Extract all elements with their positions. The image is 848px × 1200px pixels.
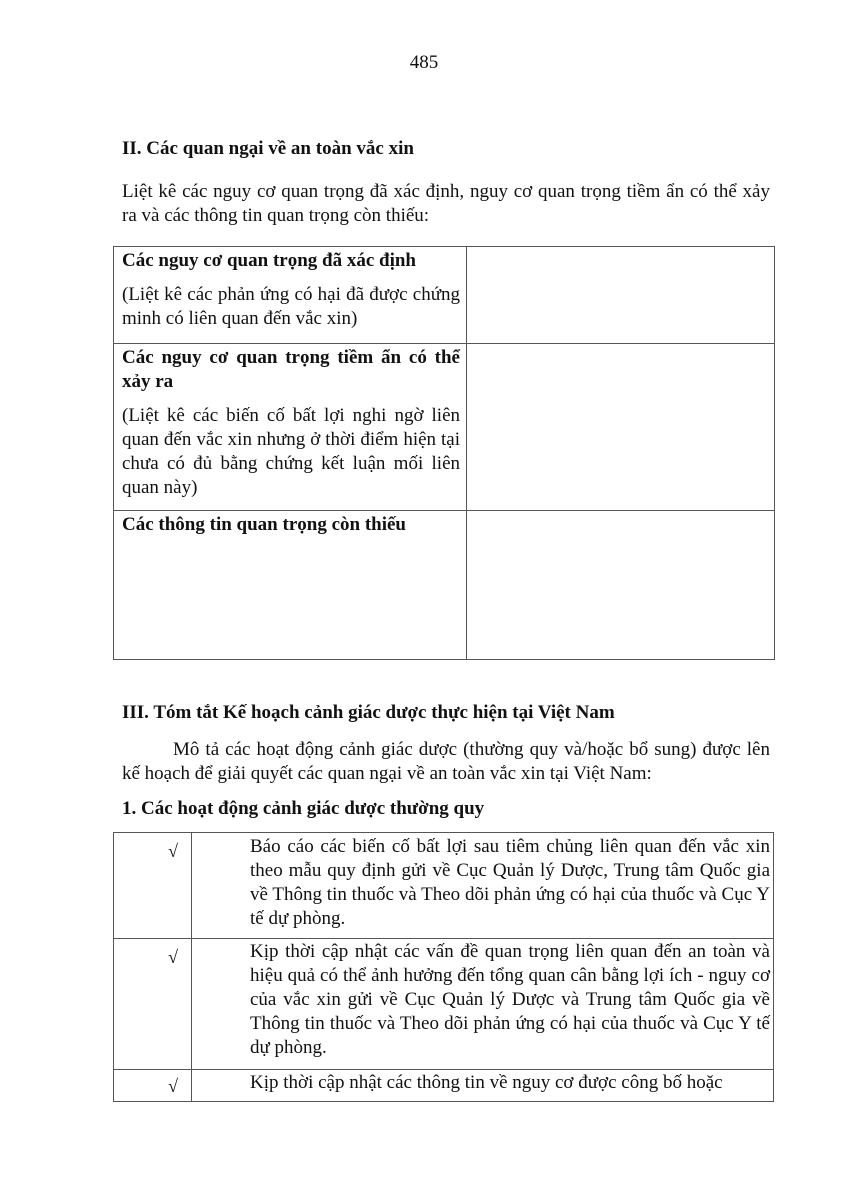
table-column-divider	[191, 833, 192, 1101]
check-icon: √	[168, 841, 178, 861]
safety-concerns-table	[113, 246, 775, 660]
section-3-intro: Mô tả các hoạt động cảnh giác dược (thường quy và/hoặc bổ sung) được lên kế hoạch để giải quyết các quan ngại về an toàn vắc xin tại Việt Nam:	[122, 739, 770, 784]
row-note: (Liệt kê các phản ứng có hại đã được chứng minh có liên quan đến vắc xin)	[122, 284, 460, 329]
section-3-heading: III. Tóm tắt Kế hoạch cảnh giác dược thực hiện tại Việt Nam	[122, 702, 615, 723]
table-row-divider	[114, 938, 773, 939]
routine-activities-table	[113, 832, 774, 1102]
table-row-divider	[114, 343, 774, 344]
row-title: Các nguy cơ quan trọng tiềm ẩn có thể xảy ra	[122, 347, 460, 392]
activity-item: Kịp thời cập nhật các vấn đề quan trọng liên quan đến an toàn và hiệu quả có thể ảnh hưởng đến tổng quan cân bằng lợi ích - nguy cơ của vắc xin gửi về Cục Quản lý Dược và Trung tâm Quốc gia về Thông tin thuốc và Theo dõi phản ứng có hại của thuốc và Cục Y tế dự phòng.	[250, 941, 770, 1058]
check-icon: √	[168, 947, 178, 967]
activity-item: Kịp thời cập nhật các thông tin về nguy cơ được công bố hoặc	[250, 1072, 723, 1093]
activity-item: Báo cáo các biến cố bất lợi sau tiêm chủng liên quan đến vắc xin theo mẫu quy định gửi về Cục Quản lý Dược, Trung tâm Quốc gia về Thông tin thuốc và Theo dõi phản ứng có hại của thuốc và Cục Y tế dự phòng.	[250, 836, 770, 929]
row-note: (Liệt kê các biến cố bất lợi nghi ngờ liên quan đến vắc xin nhưng ở thời điểm hiện tại chưa có đủ bằng chứng kết luận mối liên quan này)	[122, 405, 460, 498]
table-row-divider	[114, 1069, 773, 1070]
table-row-divider	[114, 510, 774, 511]
table-row-missing-information	[122, 513, 460, 537]
section-2-intro: Liệt kê các nguy cơ quan trọng đã xác định, nguy cơ quan trọng tiềm ẩn có thể xảy ra và các thông tin quan trọng còn thiếu:	[122, 181, 770, 226]
row-title: Các thông tin quan trọng còn thiếu	[122, 514, 406, 535]
row-title: Các nguy cơ quan trọng đã xác định	[122, 250, 416, 271]
section-2-heading: II. Các quan ngại về an toàn vắc xin	[122, 138, 414, 159]
table-row-potential-risks	[122, 346, 460, 500]
table-column-divider	[466, 247, 467, 659]
subsection-1-heading: 1. Các hoạt động cảnh giác dược thường quy	[122, 798, 485, 819]
page-number: 485	[409, 52, 439, 73]
table-row-identified-risks	[122, 249, 460, 331]
check-icon: √	[168, 1076, 178, 1096]
